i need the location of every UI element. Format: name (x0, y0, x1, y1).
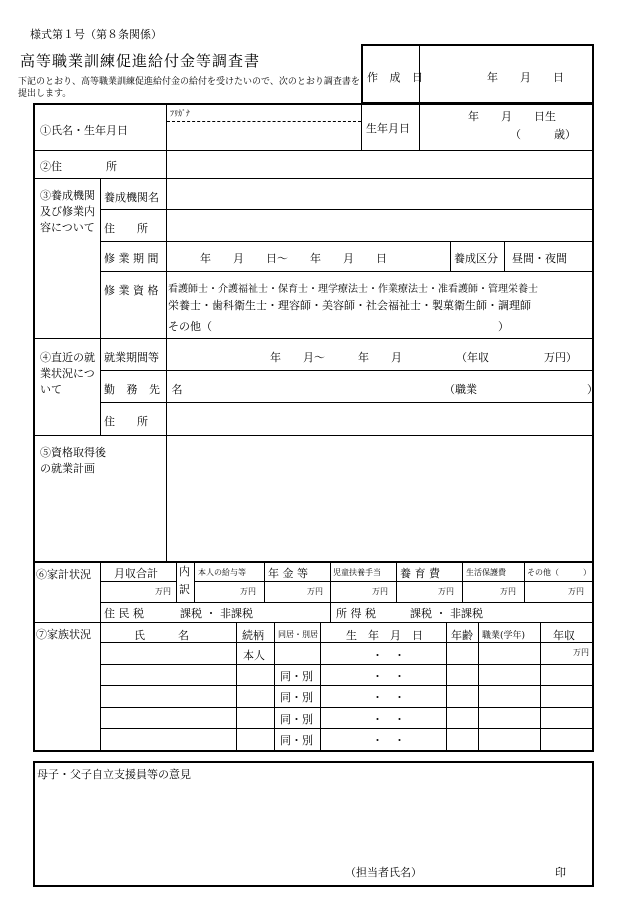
pension-label: 年 金 等 (268, 567, 308, 580)
intro-text: 下記のとおり、高等職業訓練促進給付金の給付を受けたいので、次のとおり調査書を提出します。 (18, 77, 360, 99)
income-tax-label: 所 得 税 (336, 607, 376, 620)
family-row-3-cohabitation[interactable]: 同・別 (280, 691, 313, 704)
breakdown-label: 内訳 (179, 565, 190, 596)
monthly-total-unit[interactable]: 万円 (155, 587, 171, 596)
family-header-occupation: 職業(学年) (482, 631, 526, 641)
family-row-5-cohabitation[interactable]: 同・別 (280, 734, 313, 747)
income-tax-choice[interactable]: 課税 ・ 非課税 (410, 607, 483, 620)
qualification-label: 修 業 資 格 (104, 284, 159, 297)
family-row-2-cohabitation[interactable]: 同・別 (280, 670, 313, 683)
study-period-label: 修 業 期 間 (104, 252, 159, 265)
qualification-other[interactable]: その他（ ） (168, 320, 509, 333)
opinion-label: 母子・父子自立支援員等の意見 (37, 768, 191, 781)
family-header-relation: 続柄 (242, 629, 264, 642)
s5-label: ⑤資格取得後の就業計画 (40, 446, 106, 475)
family-header-name: 氏 名 (134, 629, 189, 642)
s2-label: ②住 所 (40, 160, 117, 173)
family-header-birthdate: 生 年 月 日 (346, 629, 423, 642)
welfare-label: 生活保護費 (466, 568, 506, 577)
form-number: 様式第１号（第８条関係） (30, 28, 162, 41)
pension-unit[interactable]: 万円 (307, 587, 323, 596)
child-support-label: 養 育 費 (400, 567, 440, 580)
employment-period-label: 就業期間等 (104, 351, 159, 364)
employment-period-value[interactable]: 年 月～ 年 月 (270, 351, 402, 364)
employer-label: 勤 務 先 名 (104, 383, 187, 396)
family-row-2-birthdate[interactable]: ・ ・ (372, 670, 405, 683)
staff-name-label: （担当者氏名） (345, 866, 422, 879)
family-row-1-income-unit[interactable]: 万円 (573, 648, 589, 657)
family-row-5-birthdate[interactable]: ・ ・ (372, 734, 405, 747)
s3-label: ③養成機関及び修業内容について (40, 189, 95, 234)
page-title: 高等職業訓練促進給付金等調査書 (20, 52, 261, 70)
study-period-value[interactable]: 年 月 日～ 年 月 日 (200, 252, 387, 265)
other-income-label: その他（ ） (527, 568, 591, 577)
family-header-cohabitation: 同居・別居 (278, 630, 318, 639)
s6-label: ⑥家計状況 (36, 568, 91, 581)
salary-unit[interactable]: 万円 (240, 587, 256, 596)
family-row-4-cohabitation[interactable]: 同・別 (280, 713, 313, 726)
family-row-1-birthdate[interactable]: ・ ・ (372, 649, 405, 662)
child-allowance-label: 児童扶養手当 (333, 568, 381, 577)
birth-value[interactable]: 年 月 日生 (468, 110, 556, 123)
s1-label: ①氏名・生年月日 (40, 124, 128, 137)
welfare-unit[interactable]: 万円 (500, 587, 516, 596)
training-class-value[interactable]: 昼間・夜間 (512, 252, 567, 265)
training-class-label: 養成区分 (454, 252, 498, 265)
monthly-total-label: 月収合計 (114, 567, 158, 580)
institution-address-label: 住 所 (104, 222, 148, 235)
child-allowance-unit[interactable]: 万円 (372, 587, 388, 596)
family-row-4-birthdate[interactable]: ・ ・ (372, 713, 405, 726)
creation-date-value[interactable]: 年 月 日 (487, 71, 564, 84)
family-header-income: 年収 (553, 629, 575, 642)
s4-label: ④直近の就業状況について (40, 351, 95, 396)
occupation[interactable]: （職業 ） (444, 383, 598, 396)
family-self-label: 本人 (243, 649, 265, 662)
child-support-unit[interactable]: 万円 (438, 587, 454, 596)
creation-date-label: 作 成 日 (367, 71, 427, 84)
institution-name-label: 養成機関名 (104, 191, 159, 204)
s7-label: ⑦家族状況 (36, 628, 91, 641)
qualification-list-1[interactable]: 看護師士・介護福祉士・保育士・理学療法士・作業療法士・准看護師・管理栄養士 (168, 284, 538, 295)
age-value[interactable]: （ 歳） (510, 128, 576, 141)
seal-label: 印 (555, 866, 566, 879)
salary-label: 本人の給与等 (198, 568, 246, 577)
qualification-list-2[interactable]: 栄養士・歯科衛生士・理容師・美容師・社会福祉士・製菓衛生師・調理師 (168, 299, 531, 312)
family-row-3-birthdate[interactable]: ・ ・ (372, 691, 405, 704)
resident-tax-choice[interactable]: 課税 ・ 非課税 (180, 607, 253, 620)
furigana-label: ﾌﾘｶﾞﾅ (170, 109, 190, 118)
birth-label: 生年月日 (366, 122, 410, 135)
resident-tax-label: 住 民 税 (104, 607, 144, 620)
other-income-unit[interactable]: 万円 (568, 587, 584, 596)
employer-address-label: 住 所 (104, 415, 148, 428)
family-header-age: 年齢 (451, 629, 473, 642)
annual-income[interactable]: （年収 万円） (456, 351, 577, 364)
